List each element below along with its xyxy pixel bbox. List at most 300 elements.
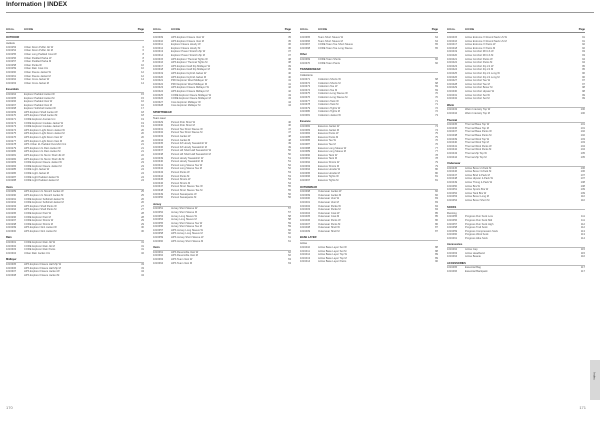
article-number: 1016333 <box>153 135 164 139</box>
article-number: 1016357 <box>153 228 164 232</box>
article-number: 1016389 <box>300 150 311 154</box>
article-title: Pursuit Short Sleeve Tee W <box>171 185 203 189</box>
article-title: HPS Explorer Thermal Tights M <box>171 61 208 65</box>
article-title: Collection Shorts M <box>318 81 341 85</box>
article-title: Active Comfort RN LS W <box>465 50 494 54</box>
article-number: 1016318 <box>153 68 164 72</box>
page-ref: 77 <box>435 146 438 150</box>
article-number: 1016430 <box>447 90 458 93</box>
article-title: HPS Explorer 2L Stretch Jacket M <box>24 193 64 197</box>
article-title: CORE Explorer Shorts W <box>24 219 54 223</box>
page-ref: 69 <box>435 85 438 89</box>
article-number: 1016444 <box>447 155 458 159</box>
index-entry[interactable] <box>447 270 585 274</box>
article-number: 1016378 <box>300 103 311 107</box>
article-number: 1016303 <box>6 248 17 252</box>
article-title: Collection Shorts W <box>318 77 341 81</box>
article-number: 1016352 <box>153 210 164 214</box>
article-number: 1016457 <box>447 222 458 226</box>
article-number: 1016293 <box>6 204 17 208</box>
article-title: CORE Team Tee Short Sleeve <box>318 43 353 47</box>
page-ref: 93 <box>582 50 585 54</box>
index-entry[interactable] <box>6 230 144 234</box>
article-number: 1016281 <box>6 154 17 157</box>
index-entry[interactable] <box>447 199 585 203</box>
article-number: 1016431 <box>447 93 458 97</box>
article-title: Pursuit Pants M <box>171 174 190 178</box>
article-number: 1016345 <box>153 178 164 182</box>
article-number: 1016256 <box>6 56 17 60</box>
article-number: 1016273 <box>6 125 17 129</box>
article-title: Pursuit Hoody Sweatshirt M <box>171 160 204 164</box>
article-title: HPS Explorer Fleece Midlayer M <box>171 90 209 93</box>
article-title: HPS Explorer Fleece Jacket M <box>24 273 60 277</box>
subsection-heading: Active <box>300 242 308 246</box>
article-title: Progress Run Sock Mid <box>465 218 493 222</box>
article-title: HPS Explorer Hybrid Jacket W <box>171 72 207 76</box>
index-entry[interactable] <box>300 62 438 66</box>
article-number: 1016461 <box>447 236 458 240</box>
article-title: HPS Explorer Light Down Vest W <box>24 136 63 140</box>
article-title: Jersey Long Sleeve W <box>171 214 197 218</box>
page-ref: 102 <box>580 133 585 137</box>
article-number: 1016282 <box>6 157 17 161</box>
article-title: CORE Light Jacket W <box>24 168 50 172</box>
article-number: 1016339 <box>153 156 164 160</box>
article-number: 1016361 <box>153 250 164 254</box>
article-number: 1016439 <box>447 137 458 141</box>
page-ref: 31 <box>141 241 144 245</box>
article-title: CORE Explorer Pant W <box>24 211 52 215</box>
article-title: Active Beanie <box>465 255 481 259</box>
article-number: 1016348 <box>153 188 164 192</box>
article-title: Active Extreme X Pants W <box>465 43 496 47</box>
article-number: 1016382 <box>300 125 311 129</box>
index-side-tab[interactable] <box>590 360 600 400</box>
page-ref: 72 <box>435 110 438 114</box>
page-ref: 35 <box>288 36 291 40</box>
page-ref: 97 <box>582 79 585 83</box>
index-column-1 <box>6 28 144 277</box>
article-title: Pursuit Polo Short W <box>171 120 196 124</box>
article-title: Pursuit Hoody Sweatshirt W <box>171 156 204 160</box>
page-ref: 110 <box>580 199 585 203</box>
article-title: Active Base Layer Top W <box>318 253 347 257</box>
page-ref: 63 <box>288 258 291 262</box>
article-number: 1016330 <box>153 124 164 128</box>
article-number: 1016362 <box>153 254 164 258</box>
article-number: 1016322 <box>153 82 164 86</box>
article-title: Active Base Layer Set M <box>318 249 347 253</box>
article-number: 1016311 <box>153 43 163 47</box>
article-title: Active Sports Bra W <box>465 188 489 192</box>
column-header <box>447 28 585 33</box>
article-title: Essence Tights W <box>318 175 339 179</box>
page-ref: 48 <box>288 138 291 142</box>
article-number: 1016435 <box>447 123 458 127</box>
subsection-heading: Running <box>447 211 457 215</box>
page-ref: 8 <box>142 60 144 64</box>
article-number: 1016406 <box>300 218 311 222</box>
page-title: Information | INDEX <box>6 1 68 8</box>
article-title: Warm Intensity Top M <box>465 111 490 115</box>
article-title: Collection Jacket W <box>318 113 341 117</box>
article-number: 1016279 <box>6 146 17 150</box>
page-ref: 102 <box>580 130 585 134</box>
page-ref: 115 <box>580 251 585 255</box>
index-entry[interactable] <box>447 237 585 241</box>
section-heading: Accessories <box>447 243 585 248</box>
article-title: Active Comfort Zip LS Long W <box>465 72 500 76</box>
article-number: 1016399 <box>300 193 311 197</box>
page-ref: 100 <box>580 108 585 112</box>
article-number: 1016417 <box>447 43 458 47</box>
page-ref: 104 <box>580 144 585 148</box>
article-number: 1016343 <box>153 170 164 174</box>
article-title: Thermal Zip Top M <box>465 155 487 159</box>
article-title: Jersey Short Sleeve W <box>171 207 198 211</box>
section-heading: Essentials <box>6 88 144 93</box>
article-number: 1016395 <box>300 171 311 175</box>
article-number: 1016404 <box>300 211 311 215</box>
article-title: Pursuit HZ Shell Half Sweatshirt W <box>171 149 212 153</box>
page-ref: 93 <box>582 54 585 58</box>
index-entry[interactable] <box>6 274 144 278</box>
article-number: 1016456 <box>447 218 458 222</box>
article-number: 1016298 <box>6 222 17 226</box>
page-ref: 32 <box>141 251 144 255</box>
article-number: 1016459 <box>447 229 458 233</box>
article-number: 1016438 <box>447 133 458 137</box>
page-ref: 87 <box>435 226 438 230</box>
article-title: HPS Explorer 3in1 Jacket M <box>24 229 57 233</box>
section-heading: OUTDOOR <box>6 36 144 41</box>
article-number: 1016341 <box>153 163 164 167</box>
article-title: Active Boxer Short M <box>465 199 490 203</box>
page-ref: 86 <box>435 218 438 222</box>
article-number: 1016278 <box>6 143 17 147</box>
article-title: Collection Tights M <box>318 110 340 114</box>
article-number: 1016401 <box>300 200 311 204</box>
page-ref: 107 <box>580 177 585 181</box>
page-ref: 20 <box>141 136 144 140</box>
page-ref: 83 <box>435 200 438 204</box>
page-number-right: 171 <box>579 405 586 410</box>
page-ref: 84 <box>435 204 438 208</box>
article-number: 1016420 <box>447 54 458 58</box>
page-ref: 46 <box>288 124 291 128</box>
page-ref: 110 <box>580 195 585 199</box>
page-ref: 58 <box>288 218 291 222</box>
article-title: Outerwear Vest W <box>318 197 340 201</box>
article-title: Progress Trail Sock <box>465 226 488 230</box>
article-title: HPS Jersey Long Sleeve W <box>171 228 204 232</box>
article-number: 1016291 <box>6 197 17 201</box>
page-ref: 114 <box>580 236 585 240</box>
section-heading: ACCESSORIES <box>447 262 585 267</box>
article-number: 1016377 <box>300 99 311 103</box>
index-entry[interactable] <box>447 112 585 116</box>
article-number: 1016285 <box>6 168 17 172</box>
column-header-cell: Art no. <box>6 28 15 31</box>
index-entry[interactable] <box>300 179 438 183</box>
page-ref: 111 <box>581 218 585 222</box>
article-number: 1016307 <box>6 270 17 274</box>
article-number: 1016308 <box>6 273 17 277</box>
article-number: 1016319 <box>153 72 164 76</box>
article-number: 1016269 <box>6 110 17 114</box>
article-title: CORE Explorer Rain Jkt M <box>24 244 55 248</box>
article-number: 1016418 <box>447 46 458 50</box>
page-ref: 10 <box>141 67 144 71</box>
index-entry[interactable] <box>153 196 291 200</box>
page-ref: 64 <box>435 36 438 40</box>
index-entry[interactable] <box>300 47 438 51</box>
article-number: 1016335 <box>153 142 164 146</box>
article-number: 1016288 <box>6 179 17 183</box>
article-number: 1016305 <box>6 263 17 267</box>
article-title: Progress Run Sock High <box>465 222 494 226</box>
index-entry[interactable] <box>447 156 585 160</box>
article-number: 1016464 <box>447 255 458 259</box>
page-ref: 49 <box>288 145 291 149</box>
article-title: Essence Hoodie W <box>318 168 341 172</box>
article-title: Essence Pants W <box>318 132 339 136</box>
page-ref: 15 <box>141 92 144 96</box>
article-number: 1016413 <box>300 256 311 260</box>
index-entry[interactable] <box>447 97 585 101</box>
section-heading: Jersey <box>153 203 291 208</box>
article-number: 1016392 <box>300 161 311 164</box>
subsection-heading: Collections <box>300 74 313 78</box>
article-title: Collection Tights W <box>318 106 341 110</box>
index-entry[interactable] <box>300 230 438 234</box>
article-number: 1016286 <box>6 171 17 175</box>
article-number: 1016426 <box>447 75 458 79</box>
article-title: Active Extreme X Round Neck LS M <box>465 39 507 43</box>
article-number: 1016440 <box>447 141 458 145</box>
article-title: HPS Team Vest M <box>171 261 192 265</box>
page-ref: 80 <box>435 171 438 175</box>
article-title: Urban Crew Jacket W <box>24 78 50 82</box>
article-title: CORE Team Pants <box>318 61 340 65</box>
article-title: HPS Explorer Fleece Half Zip W <box>24 263 62 267</box>
side-tab-label: Index <box>592 372 597 380</box>
index-entry[interactable] <box>447 255 585 259</box>
article-number: 1016321 <box>153 79 164 83</box>
page-ref: 20 <box>141 128 144 132</box>
article-number: 1016294 <box>6 208 17 212</box>
page-ref: 16 <box>141 100 144 104</box>
column-header-cell: Page <box>137 28 144 31</box>
page-ref: 65 <box>435 43 438 47</box>
article-title: Essence Tank M <box>318 157 337 161</box>
article-number: 1016445 <box>447 166 458 170</box>
page-ref: 46 <box>288 120 291 124</box>
article-number: 1016402 <box>300 204 311 208</box>
article-title: CORE Light Padded Jacket W <box>24 175 59 179</box>
article-title: Core Explorer Midlayer W <box>171 100 201 104</box>
page-ref: 105 <box>580 155 585 159</box>
article-title: CORE Explorer Fleece Midlayer W <box>171 93 212 97</box>
article-title: Collection Tee W <box>318 85 338 89</box>
article-title: Pursuit Tee Short Sleeve W <box>171 127 203 131</box>
page-ref: 40 <box>288 72 291 76</box>
page-ref: 73 <box>435 113 438 117</box>
section-heading: Warm <box>447 104 585 109</box>
article-number: 1016403 <box>300 208 311 212</box>
page-ref: 28 <box>141 215 144 219</box>
page-ref: 74 <box>435 125 438 129</box>
article-title: Active Hipster 2-Pack W <box>465 177 493 181</box>
article-title: Explorer Padded Vest M <box>24 103 52 107</box>
article-number: 1016391 <box>300 157 311 161</box>
article-number: 1016259 <box>6 67 17 71</box>
article-number: 1016351 <box>153 207 164 211</box>
page-ref: 76 <box>435 143 438 147</box>
page-ref: 31 <box>141 248 144 252</box>
index-entry[interactable] <box>153 262 291 266</box>
article-number: 1016272 <box>6 121 17 125</box>
page-ref: 24 <box>141 171 144 175</box>
page-ref: 85 <box>435 215 438 219</box>
section-heading: SPORTSWEAR <box>153 111 291 116</box>
page-ref: 6 <box>142 49 144 53</box>
article-title: Outerwear Jacket W <box>318 190 342 194</box>
article-number: 1016428 <box>447 82 458 86</box>
article-number: 1016302 <box>6 244 17 248</box>
article-number: 1016383 <box>300 128 311 132</box>
article-title: Outerwear Vest M <box>318 200 339 204</box>
index-entry[interactable] <box>153 104 291 108</box>
page-ref: 108 <box>580 181 585 185</box>
page-ref: 17 <box>141 107 144 111</box>
article-title: Active Comfort Boxer M <box>465 86 493 90</box>
article-number: 1016332 <box>153 131 164 135</box>
article-number: 1016374 <box>300 88 311 92</box>
article-title: Warm Intensity Top W <box>465 108 491 112</box>
article-number: 1016358 <box>153 232 164 236</box>
article-number: 1016300 <box>6 229 17 233</box>
page-ref: 95 <box>582 64 585 68</box>
page-ref: 69 <box>435 88 438 92</box>
article-number: 1016313 <box>153 50 164 54</box>
article-number: 1016373 <box>300 85 311 89</box>
article-title: Progress Compression Sock <box>465 229 498 233</box>
index-entry[interactable] <box>6 82 144 86</box>
article-title: Thermal Base Top M <box>465 126 489 130</box>
article-number: 1016350 <box>153 196 164 200</box>
index-entry[interactable] <box>300 114 438 118</box>
article-number: 1016349 <box>153 192 164 196</box>
page-ref: 39 <box>288 68 291 72</box>
article-title: Pursuit Tee Short Sleeve M <box>171 131 203 135</box>
article-title: Active Tank Bra W <box>465 191 487 195</box>
article-title: Urban Parka W <box>24 63 42 67</box>
article-number: 1016416 <box>447 39 458 43</box>
page-ref: 27 <box>141 208 144 212</box>
page-ref: 63 <box>288 261 291 265</box>
page-number-left: 170 <box>6 405 13 410</box>
article-title: HPS Jersey Short Sleeve M <box>171 239 204 243</box>
article-number: 1016328 <box>153 104 164 108</box>
column-header-cell: Art title <box>318 28 328 31</box>
article-title: Active Base Layer Set W <box>318 245 347 249</box>
index-entry[interactable] <box>6 179 144 183</box>
article-number: 1016375 <box>300 92 311 96</box>
section-heading: Underwear <box>447 162 585 167</box>
page-ref: 84 <box>435 208 438 212</box>
page-ref: 77 <box>435 150 438 154</box>
article-number: 1016299 <box>6 226 17 230</box>
column-header-cell: Art title <box>465 28 475 31</box>
section-heading: OUTERWEAR <box>300 186 438 191</box>
article-title: Jersey Long Sleeve M <box>171 218 197 222</box>
article-number: 1016297 <box>6 219 17 223</box>
article-number: 1016284 <box>6 164 17 168</box>
index-entry[interactable] <box>300 260 438 264</box>
article-number: 1016381 <box>300 113 311 117</box>
article-number: 1016412 <box>300 253 311 257</box>
article-number: 1016287 <box>6 175 17 179</box>
article-number: 1016449 <box>447 181 458 185</box>
article-title: CORE Explorer Fleece Jacket W <box>24 161 62 165</box>
article-title: Active Thong 2-Pack W <box>465 181 493 185</box>
page-ref: 111 <box>581 215 585 219</box>
article-number: 1016465 <box>447 266 458 270</box>
article-title: Active Comfort Tee W <box>465 79 491 83</box>
article-number: 1016266 <box>6 100 17 104</box>
article-number: 1016462 <box>447 248 458 252</box>
page-ref: 43 <box>288 93 291 97</box>
article-title: Pursuit Long Sleeve Tee W <box>171 163 203 167</box>
article-title: Pursuit Sweatpants M <box>171 196 197 200</box>
article-title: CORE Explorer Fleece Midlayer M <box>171 97 211 101</box>
article-title: CORE Light Jacket M <box>24 171 49 175</box>
article-title: Outerwear Pants W <box>318 218 341 222</box>
article-title: Collection Long Sleeve M <box>318 95 348 99</box>
page-ref: 20 <box>141 139 144 143</box>
article-number: 1016419 <box>447 50 458 54</box>
page-ref: 19 <box>141 121 144 125</box>
article-number: 1016466 <box>447 270 458 274</box>
page-ref: 56 <box>288 196 291 200</box>
article-number: 1016364 <box>153 261 164 265</box>
article-number: 1016437 <box>447 130 458 134</box>
page-ref: 26 <box>141 201 144 205</box>
article-number: 1016443 <box>447 151 458 155</box>
page-ref: 88 <box>435 245 438 249</box>
article-title: Jersey Short Sleeve Tee W <box>171 221 203 225</box>
column-header-cell: Page <box>578 28 585 31</box>
article-number: 1016458 <box>447 226 458 230</box>
index-entry[interactable] <box>6 252 144 256</box>
article-title: Urban Padded Parka M <box>24 60 52 64</box>
article-title: Thermal Wool Pants M <box>465 148 492 152</box>
article-title: Outerwear Pants M <box>318 222 341 226</box>
article-number: 1016436 <box>447 126 458 130</box>
section-heading: SOCKS <box>447 206 585 211</box>
page-ref: 55 <box>288 185 291 189</box>
page-ref: 61 <box>288 236 291 240</box>
article-title: Essential Backpack <box>465 270 488 274</box>
section-heading: Vests <box>6 186 144 191</box>
article-title: HPS Explorer Light Down Vest M <box>24 139 63 143</box>
article-number: 1016334 <box>153 138 164 142</box>
page-ref: 47 <box>288 131 291 135</box>
article-title: Active Comfort Zip LS W <box>465 64 494 68</box>
index-entry[interactable] <box>153 240 291 244</box>
